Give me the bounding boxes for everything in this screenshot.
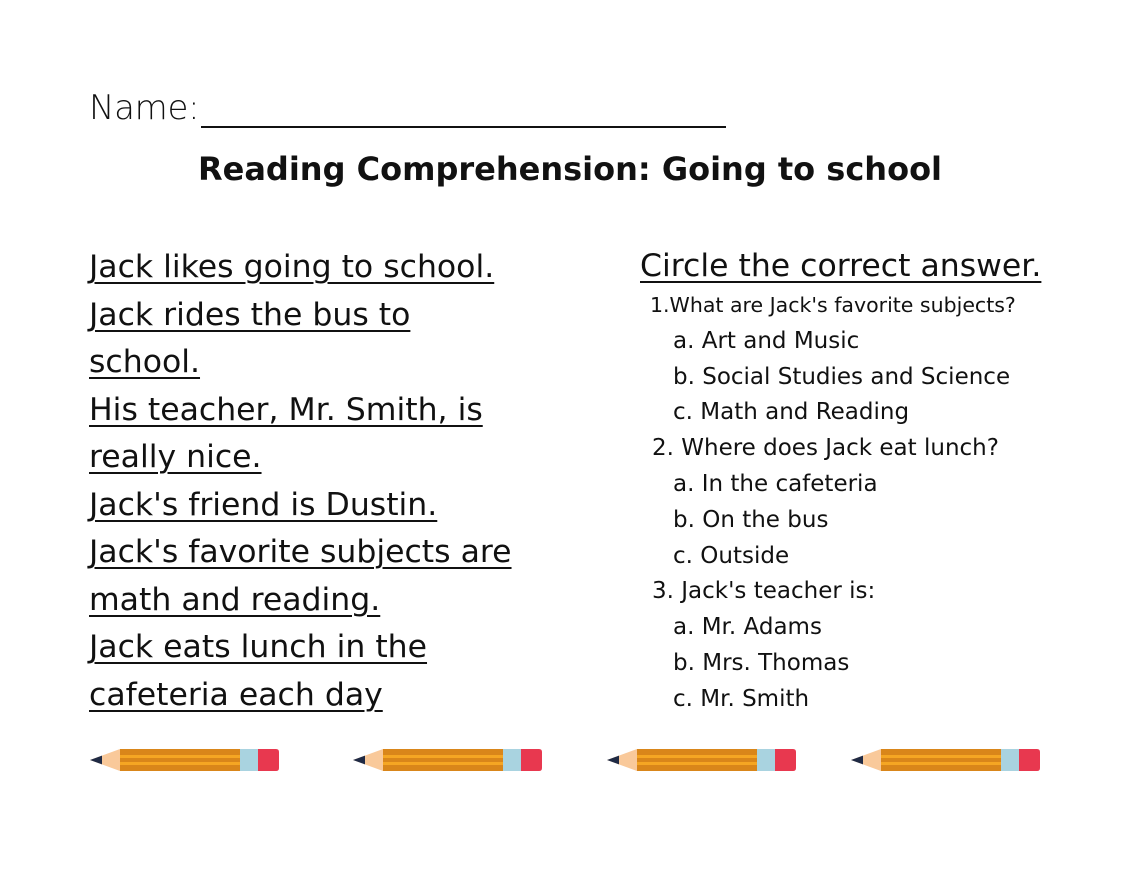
answer-option[interactable]: a. In the cafeteria [673, 470, 878, 497]
story-line: really nice. [89, 439, 262, 475]
story-line: Jack rides the bus to [89, 296, 411, 333]
instruction-text: Circle the correct answer. [640, 248, 1042, 284]
name-field [89, 88, 726, 128]
question-text: 1.What are Jack's favorite subjects? [650, 293, 1016, 317]
question-list [640, 288, 1120, 718]
story-passage [89, 244, 529, 719]
worksheet-title: Reading Comprehension: Going to school [197, 150, 943, 188]
pencil-icon [851, 746, 1043, 774]
story-line: His teacher, Mr. Smith, is [89, 391, 483, 428]
question-text: 2. Where does Jack eat lunch? [652, 435, 999, 462]
name-label: Name: [89, 88, 200, 128]
story-line: Jack likes going to school. [89, 249, 495, 285]
questions-section [640, 244, 1120, 718]
answer-option[interactable]: c. Mr. Smith [673, 685, 810, 712]
story-line: Jack's friend is Dustin. [89, 486, 438, 523]
story-line: math and reading. [89, 581, 381, 618]
answer-option[interactable]: b. Social Studies and Science [673, 363, 1011, 390]
answer-option[interactable]: c. Math and Reading [673, 399, 910, 426]
answer-option[interactable]: c. Outside [673, 542, 790, 569]
pencil-icon [90, 746, 282, 774]
answer-option[interactable]: a. Art and Music [673, 327, 860, 354]
pencil-icon [607, 746, 799, 774]
pencil-decoration-row [0, 746, 1140, 776]
answer-option[interactable]: a. Mr. Adams [673, 614, 822, 641]
story-line: Jack eats lunch in the [89, 629, 428, 665]
story-line: Jack's favorite subjects are [89, 534, 512, 570]
name-blank-line[interactable] [201, 88, 726, 128]
question-text: 3. Jack's teacher is: [652, 578, 876, 605]
question-2 [640, 431, 1120, 574]
question-3 [640, 574, 1120, 717]
answer-option[interactable]: b. Mrs. Thomas [673, 649, 850, 676]
story-line: school. [89, 344, 201, 380]
question-1 [640, 288, 1120, 431]
answer-option[interactable]: b. On the bus [673, 506, 829, 533]
story-line: cafeteria each day [89, 676, 383, 713]
pencil-icon [353, 746, 545, 774]
